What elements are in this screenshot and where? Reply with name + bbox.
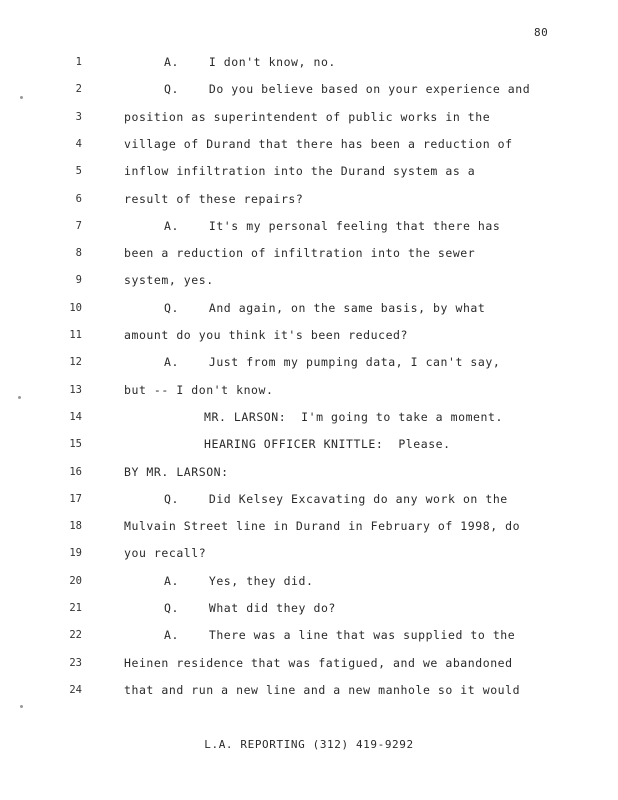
line-number: 1 [75,56,82,68]
transcript-line [0,680,618,700]
line-text: A. Yes, they did. [164,573,314,588]
line-number: 14 [69,410,82,423]
line-text: HEARING OFFICER KNITTLE: Please. [204,437,451,452]
line-number: 22 [69,629,82,642]
line-text: been a reduction of infiltration into the sewer [124,246,476,261]
line-number: 10 [69,301,82,314]
transcript-line [0,352,618,372]
scan-speck [20,96,23,99]
line-text: Q. And again, on the same basis, by what [164,300,486,315]
line-number: 23 [69,656,82,669]
transcript-line [0,625,618,645]
line-text: Q. Did Kelsey Excavating do any work on the [164,491,508,506]
line-number: 13 [69,383,82,396]
transcript-line [0,243,618,263]
line-text: A. It's my personal feeling that there has [164,218,501,233]
line-number: 4 [75,137,82,150]
line-number: 2 [75,83,82,96]
line-text: BY MR. LARSON: [124,464,229,479]
line-number: 3 [75,110,82,123]
transcript-line [0,79,618,99]
line-text: result of these repairs? [124,191,304,206]
transcript-line [0,52,618,72]
transcript-line [0,489,618,509]
line-number: 15 [69,438,82,451]
line-number: 20 [69,574,82,587]
line-text: system, yes. [124,273,214,288]
transcript-line [0,407,618,427]
line-number: 11 [69,329,82,341]
line-number: 8 [75,247,82,260]
transcript-line [0,134,618,154]
line-text: Q. What did they do? [164,601,336,615]
line-text: but -- I don't know. [124,382,274,397]
transcript-line [0,189,618,209]
transcript-line [0,462,618,482]
line-text: A. Just from my pumping data, I can't say, [164,355,501,370]
line-text: MR. LARSON: I'm going to take a moment. [204,409,503,424]
line-text: A. I don't know, no. [164,55,336,69]
line-text: A. There was a line that was supplied to the [164,628,516,643]
transcript-line [0,270,618,290]
line-text: village of Durand that there has been a reduction of [124,136,513,151]
line-number: 5 [75,165,82,178]
transcript-line [0,380,618,400]
line-number: 24 [69,683,82,696]
transcript-line [0,598,618,618]
scan-speck [18,396,21,399]
scan-speck [20,705,23,708]
line-text: inflow infiltration into the Durand system as a [124,164,476,179]
transcript-line [0,653,618,673]
line-text: Q. Do you believe based on your experience and [164,82,531,97]
line-text: that and run a new line and a new manhole so it would [124,682,521,697]
line-number: 21 [69,602,82,614]
transcript-line [0,216,618,236]
transcript-line [0,298,618,318]
line-number: 19 [69,547,82,560]
page-number: 80 [534,26,549,39]
line-number: 7 [75,219,82,232]
reporter-footer: L.A. REPORTING (312) 419-9292 [204,738,414,751]
line-number: 6 [75,192,82,205]
transcript-line [0,107,618,127]
transcript-line [0,543,618,563]
line-number: 12 [69,356,82,369]
transcript-line [0,325,618,345]
line-number: 18 [69,520,82,533]
transcript-line [0,571,618,591]
line-text: position as superintendent of public works in the [124,109,491,124]
transcript-line [0,434,618,454]
line-number: 9 [75,274,82,287]
line-number: 16 [69,465,82,478]
line-text: Mulvain Street line in Durand in February of 1998, do [124,519,521,534]
line-text: you recall? [124,546,207,561]
transcript-line [0,516,618,536]
transcript-line [0,161,618,181]
line-number: 17 [69,492,82,505]
line-text: Heinen residence that was fatigued, and we abandoned [124,655,513,670]
line-text: amount do you think it's been reduced? [124,328,408,342]
